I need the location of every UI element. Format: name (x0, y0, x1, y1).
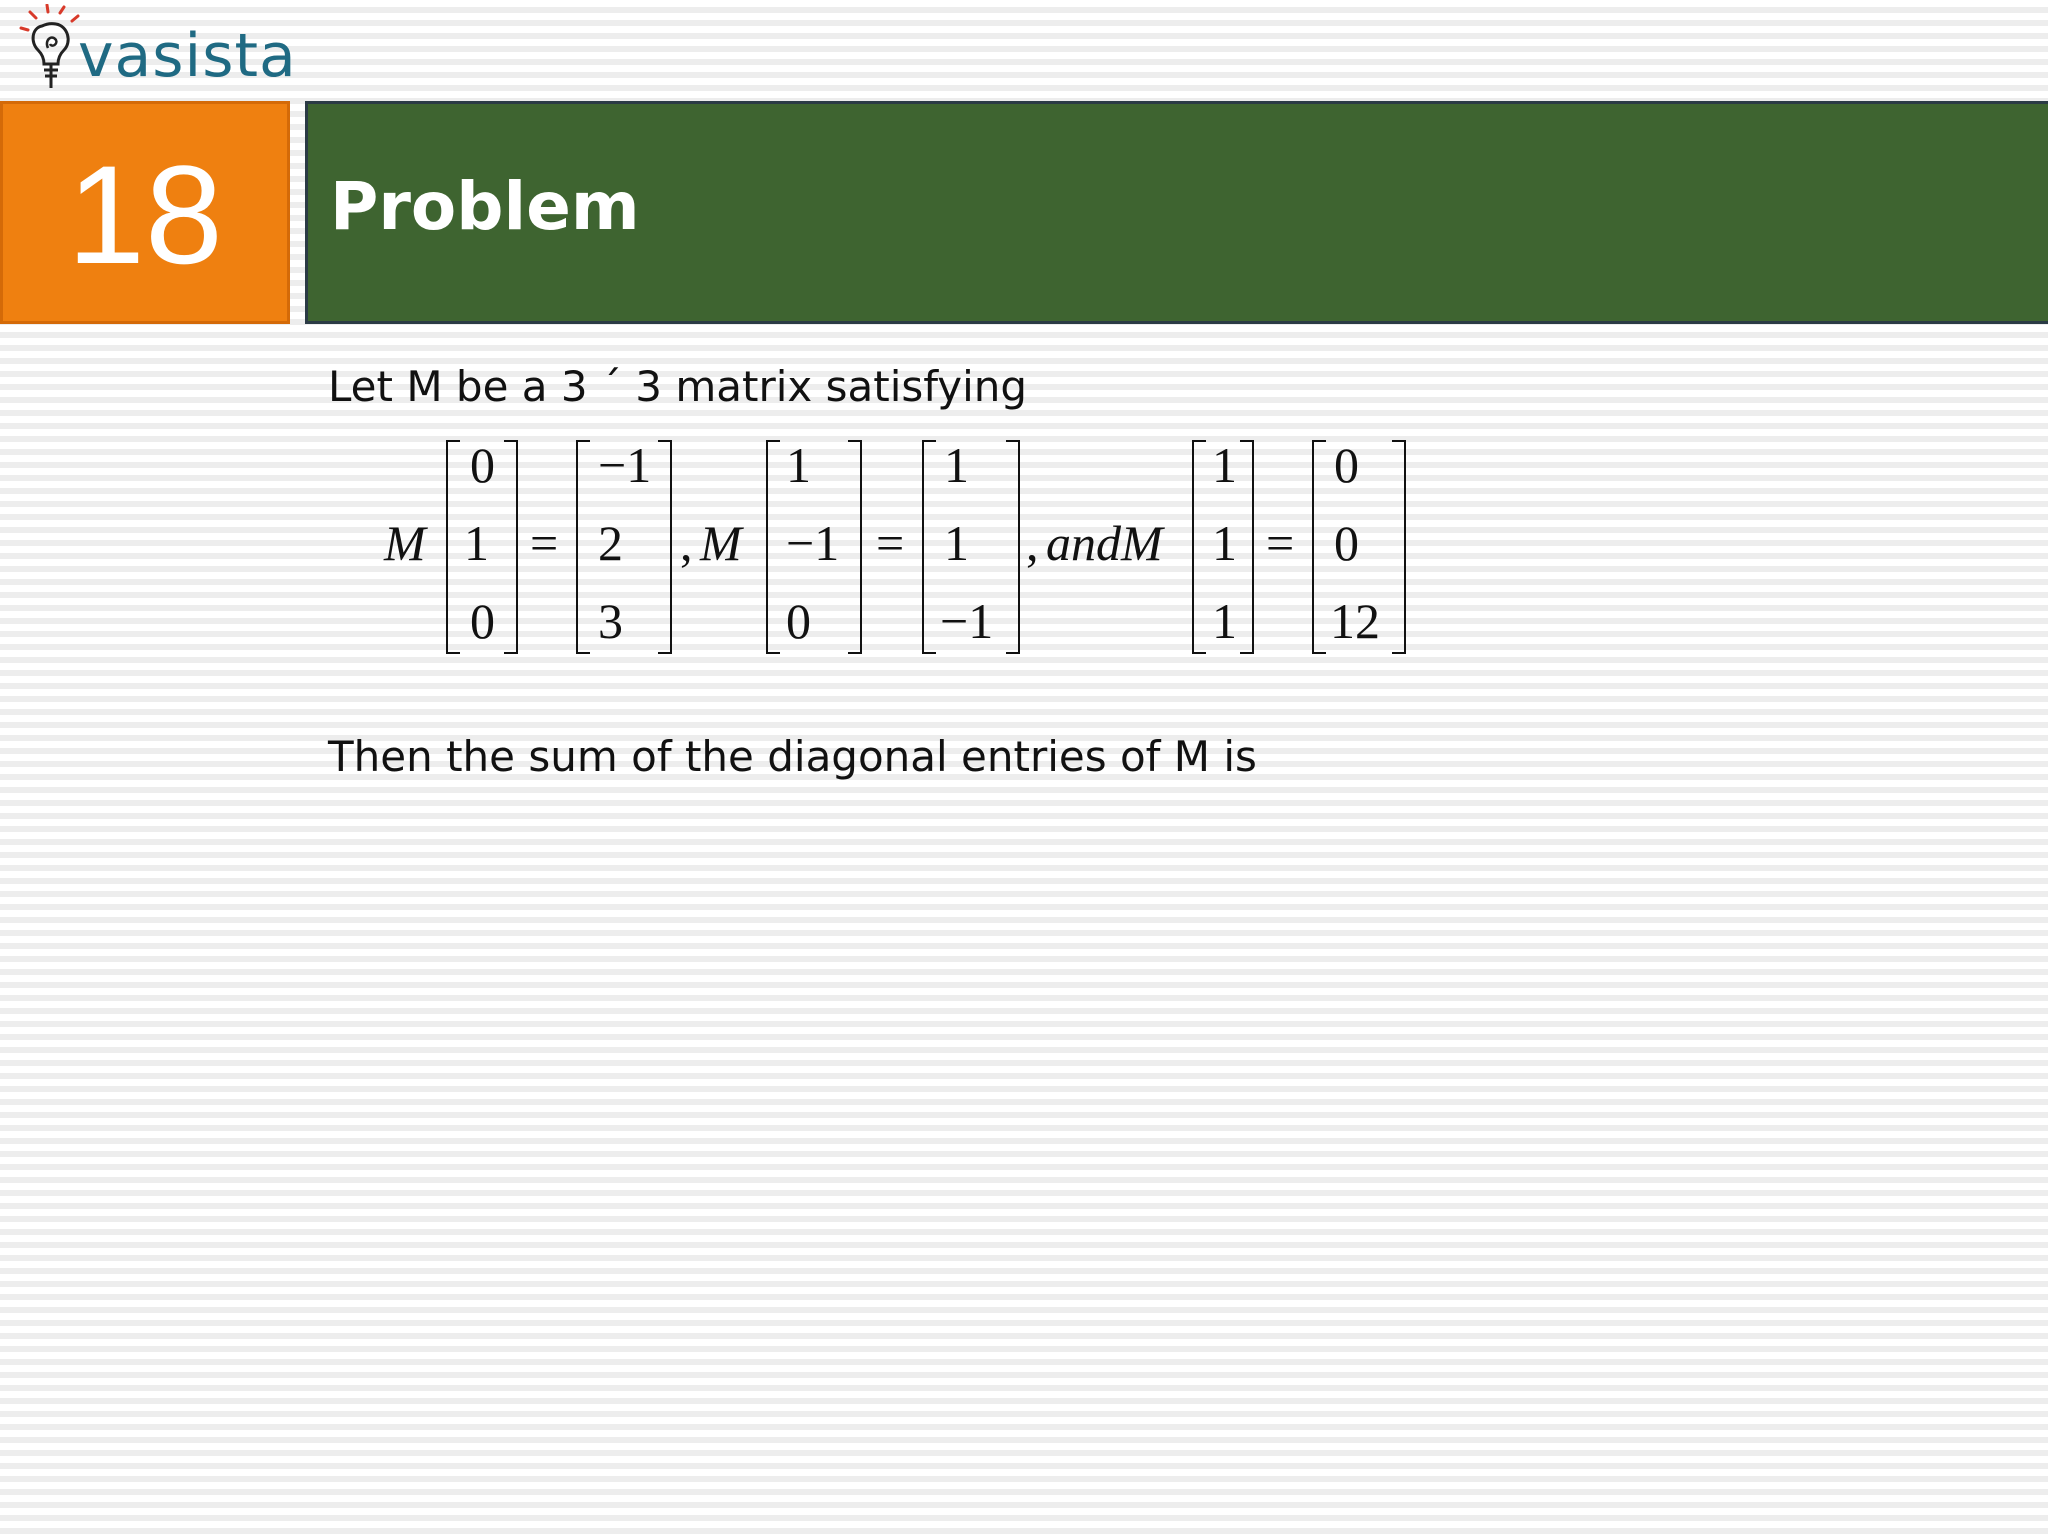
bracket-right (1392, 440, 1406, 654)
matrix-cell: 1 (944, 437, 969, 493)
bracket-left (766, 440, 780, 654)
matrix-cell: 1 (944, 515, 969, 571)
bracket-left (446, 440, 460, 654)
question-text: Then the sum of the diagonal entries of M is (328, 732, 1257, 781)
matrix-cell: 0 (470, 437, 495, 493)
and-matrix-symbol: andM (1046, 515, 1163, 571)
bracket-left (922, 440, 936, 654)
logo-wordmark: vasista (78, 21, 297, 91)
matrix-cell: 0 (470, 593, 495, 649)
matrix-cell: −1 (940, 593, 994, 649)
matrix-cell: 1 (786, 437, 811, 493)
bracket-right (848, 440, 862, 654)
matrix-cell: 1 (1212, 593, 1237, 649)
bracket-right (1006, 440, 1020, 654)
matrix-symbol: M (384, 515, 426, 571)
matrix-cell: 0 (786, 593, 811, 649)
slide-number: 18 (67, 135, 223, 293)
matrix-cell: 0 (1334, 437, 1359, 493)
bracket-right (1240, 440, 1254, 654)
comma: , (1026, 515, 1039, 571)
matrix-cell: 0 (1334, 515, 1359, 571)
slide-title: Problem (330, 168, 640, 245)
matrix-cell: −1 (786, 515, 840, 571)
matrix-cell: 1 (1212, 437, 1237, 493)
comma: , (680, 515, 693, 571)
matrix-cell: 1 (464, 515, 489, 571)
bracket-left (1192, 440, 1206, 654)
intro-text: Let M be a 3 ´ 3 matrix satisfying (328, 362, 1028, 411)
matrix-cell: 2 (598, 515, 623, 571)
equals-sign: = (1266, 515, 1295, 571)
equals-sign: = (876, 515, 905, 571)
matrix-cell: 1 (1212, 515, 1237, 571)
bracket-right (658, 440, 672, 654)
bracket-right (504, 440, 518, 654)
matrix-symbol: M (700, 515, 742, 571)
matrix-cell: 12 (1330, 593, 1380, 649)
bracket-left (576, 440, 590, 654)
bracket-left (1312, 440, 1326, 654)
equals-sign: = (530, 515, 559, 571)
matrix-cell: 3 (598, 593, 623, 649)
matrix-cell: −1 (598, 437, 652, 493)
